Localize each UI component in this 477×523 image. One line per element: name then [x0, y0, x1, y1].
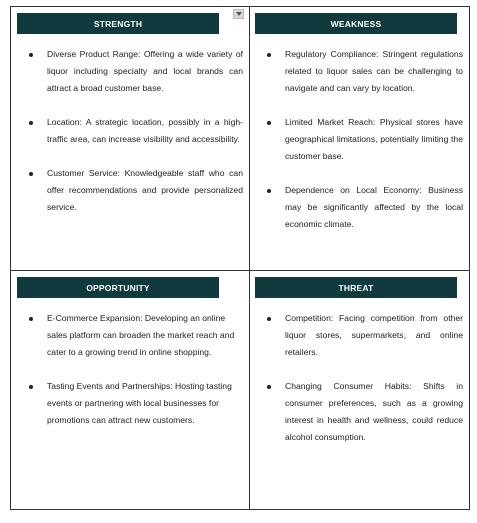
list-item: Changing Consumer Habits: Shifts in consumer preferences, such as a growing interest in health and wellness, could reduce alcohol consumption.	[255, 378, 463, 446]
column-divider	[249, 7, 250, 509]
list-item: Customer Service: Knowledgeable staff who can offer recommendations and provide personalized service.	[17, 165, 243, 216]
weakness-header: WEAKNESS	[255, 13, 457, 34]
opportunity-quadrant	[17, 277, 235, 446]
list-item: Location: A strategic location, possibly in a high-traffic area, can increase visibility and accessibility.	[17, 114, 243, 148]
threat-list	[255, 310, 463, 446]
list-item: Regulatory Compliance: Stringent regulations related to liquor sales can be challenging to navigate and can vary by location.	[255, 46, 463, 97]
list-item: Diverse Product Range: Offering a wide variety of liquor including specialty and local brands can attract a broad customer base.	[17, 46, 243, 97]
row-divider	[11, 270, 469, 271]
strength-list	[17, 46, 243, 216]
weakness-list	[255, 46, 463, 233]
threat-quadrant	[255, 277, 463, 463]
threat-header: THREAT	[255, 277, 457, 298]
chevron-down-icon[interactable]	[233, 9, 244, 19]
list-item: Tasting Events and Partnerships: Hosting tasting events or partnering with local businesses for promotions can attract new customers.	[17, 378, 243, 429]
opportunity-list	[17, 310, 243, 429]
weakness-quadrant	[255, 13, 463, 250]
strength-quadrant	[17, 13, 243, 233]
list-item: E-Commerce Expansion: Developing an online sales platform can broaden the market reach and cater to a growing trend in online shopping.	[17, 310, 243, 361]
list-item: Dependence on Local Economy: Business may be significantly affected by the local economic climate.	[255, 182, 463, 233]
opportunity-header: OPPORTUNITY	[17, 277, 219, 298]
strength-header: STRENGTH	[17, 13, 219, 34]
swot-table	[10, 6, 470, 510]
list-item: Limited Market Reach: Physical stores have geographical limitations, potentially limiting the customer base.	[255, 114, 463, 165]
list-item: Competition: Facing competition from other liquor stores, supermarkets, and online retailers.	[255, 310, 463, 361]
